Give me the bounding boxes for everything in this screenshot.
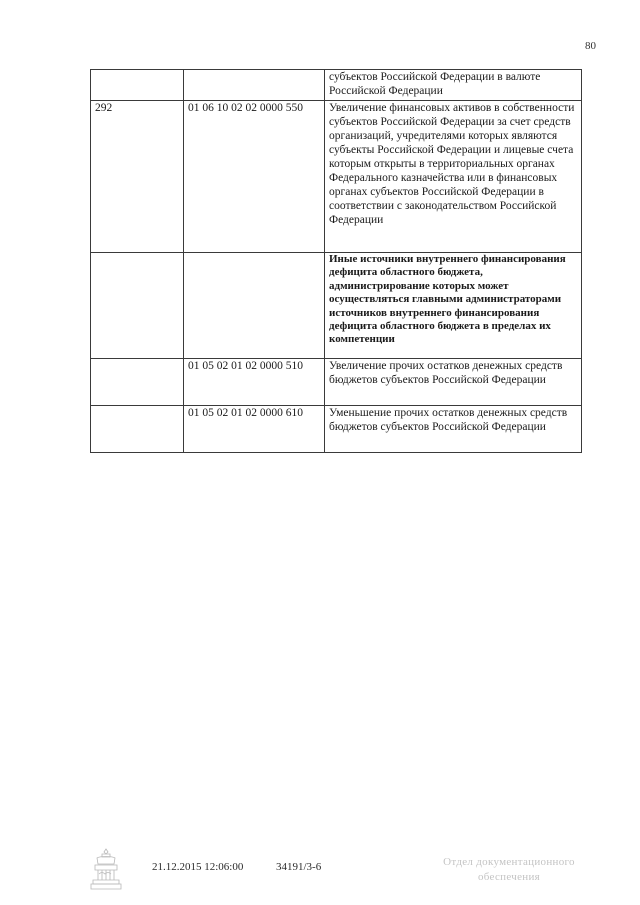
table-row: [91, 359, 582, 406]
description-cell: Увеличение финансовых активов в собственности субъектов Российской Федерации за счет средств организаций, учредителями которых являются субъекты Российской Федерации и лицевые счета которым открыты в территориальных органах Федерального казначейства или в финансовых органах субъектов Российской Федерации в соответствии с законодательством Российской Федерации: [325, 101, 582, 253]
description-cell: субъектов Российской Федерации в валюте Российской Федерации: [325, 70, 582, 101]
section-heading-cell: Иные источники внутреннего финансирования дефицита областного бюджета, администрирование которых может осуществляться главными администраторами источников внутреннего финансирования дефицита областного бюджета в пределах их компетенции: [325, 253, 582, 359]
admin-code-cell: 292: [91, 101, 184, 253]
admin-code-cell: [91, 70, 184, 101]
coat-of-arms-icon: [89, 846, 123, 892]
kbk-code-cell: 01 06 10 02 02 0000 550: [184, 101, 325, 253]
table-row: [91, 101, 582, 253]
department-line: обеспечения: [477, 871, 541, 883]
admin-code-cell: [91, 406, 184, 453]
kbk-code-cell: [184, 70, 325, 101]
budget-sources-table: [90, 69, 582, 453]
table-row: [91, 253, 582, 359]
table-row: [91, 70, 582, 101]
kbk-code-cell: 01 05 02 01 02 0000 510: [184, 359, 325, 406]
kbk-code-cell: 01 05 02 01 02 0000 610: [184, 406, 325, 453]
admin-code-cell: [91, 359, 184, 406]
description-cell: Увеличение прочих остатков денежных средств бюджетов субъектов Российской Федерации: [325, 359, 582, 406]
table-row: [91, 406, 582, 453]
kbk-code-cell: [184, 253, 325, 359]
page-footer: [0, 846, 640, 896]
page-number: 80: [585, 40, 596, 52]
description-cell: Уменьшение прочих остатков денежных средств бюджетов субъектов Российской Федерации: [325, 406, 582, 453]
document-number: 34191/3-6: [276, 861, 322, 873]
signature-datetime: 21.12.2015 12:06:00: [152, 861, 244, 873]
department-stamp: [420, 855, 598, 885]
department-line: Отдел документационного: [443, 856, 575, 868]
admin-code-cell: [91, 253, 184, 359]
